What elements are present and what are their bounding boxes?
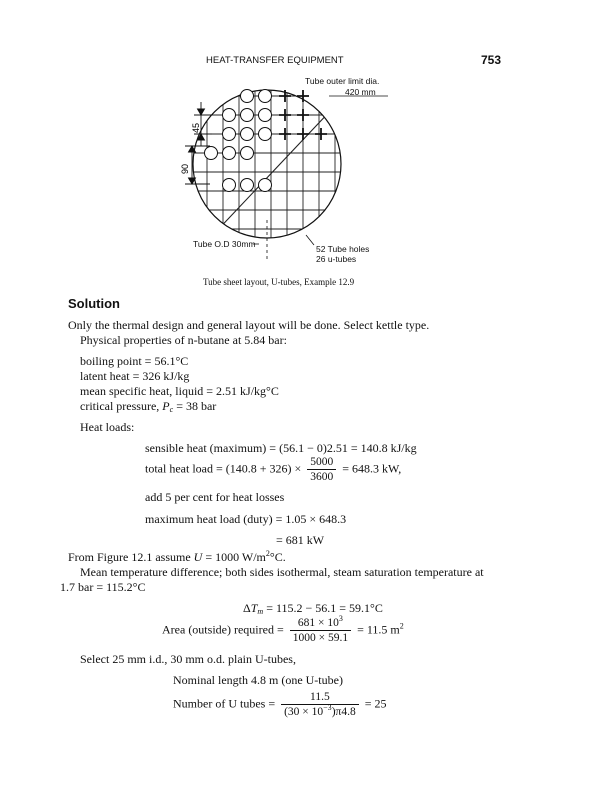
tube-sheet-figure bbox=[0, 0, 612, 280]
properties-intro: Physical properties of n-butane at 5.84 bar: bbox=[80, 333, 287, 347]
mtd-text-line2: 1.7 bar = 115.2°C bbox=[60, 580, 146, 594]
total-heat-load-eq: total heat load = (140.8 + 326) × $\frac{5000}{3600}$ = 648.3 kW, bbox=[145, 456, 402, 483]
page-number: 753 bbox=[481, 53, 502, 67]
area-required-eq: Area (outside) required = $\frac{681 \times 10^3}{1000 \times 59.1}$ = 11.5 $m^2$ bbox=[162, 614, 404, 644]
delta-t-eq: $\Delta T_m = 115.2 - 56.1 = 59.1^\circ C$ bbox=[243, 601, 383, 616]
label-outer-limit: Tube outer limit dia. bbox=[305, 76, 380, 86]
assume-u-text: From Figure 12.1 assume U = 1000 $W/m^2^\circ C$. bbox=[68, 549, 286, 564]
figure-caption: Tube sheet layout, U-tubes, Example 12.9 bbox=[203, 277, 355, 287]
intro-text: Only the thermal design and general layout will be done. Select kettle type. bbox=[68, 318, 430, 332]
heat-losses: add 5 per cent for heat losses bbox=[145, 490, 285, 504]
tube-holes bbox=[205, 90, 272, 192]
number-of-tubes-eq: Number of U tubes = $\frac{11.5}{(30 \times 10^{-3})\pi 4.8}$ = 25 bbox=[173, 691, 387, 718]
heat-loads-label: Heat loads: bbox=[80, 420, 135, 434]
section-heading: Solution bbox=[68, 296, 120, 311]
mean-specific-heat: mean specific heat, liquid = 2.51 kJ/kg°C bbox=[80, 384, 279, 398]
label-45: 45 bbox=[191, 122, 201, 133]
nominal-length: Nominal length 4.8 m (one U-tube) bbox=[173, 673, 343, 687]
running-header: HEAT-TRANSFER EQUIPMENT bbox=[206, 55, 344, 66]
mtd-text-line1: Mean temperature difference; both sides isothermal, steam saturation temperature at bbox=[80, 565, 484, 579]
label-tube-od: Tube O.D 30mm bbox=[193, 239, 256, 249]
tube-grid bbox=[194, 88, 350, 240]
sensible-heat-eq: sensible heat (maximum) = (56.1 − 0)2.51 = 140.8 kJ/kg bbox=[145, 441, 417, 455]
label-90: 90 bbox=[180, 163, 190, 174]
boiling-point: boiling point = 56.1°C bbox=[80, 354, 189, 368]
latent-heat: latent heat = 326 kJ/kg bbox=[80, 369, 190, 383]
critical-pressure: critical pressure, $P_c = 38$ bar bbox=[80, 399, 217, 414]
label-u-tubes: 26 u-tubes bbox=[316, 254, 357, 264]
max-heat-load-eq: maximum heat load (duty) = 1.05 × 648.3 bbox=[145, 512, 347, 526]
label-tube-holes: 52 Tube holes bbox=[316, 244, 370, 254]
label-outer-diameter: 420 mm bbox=[345, 87, 376, 97]
select-tubes: Select 25 mm i.d., 30 mm o.d. plain U-tubes, bbox=[80, 652, 296, 666]
duty-result: = 681 kW bbox=[276, 533, 325, 547]
